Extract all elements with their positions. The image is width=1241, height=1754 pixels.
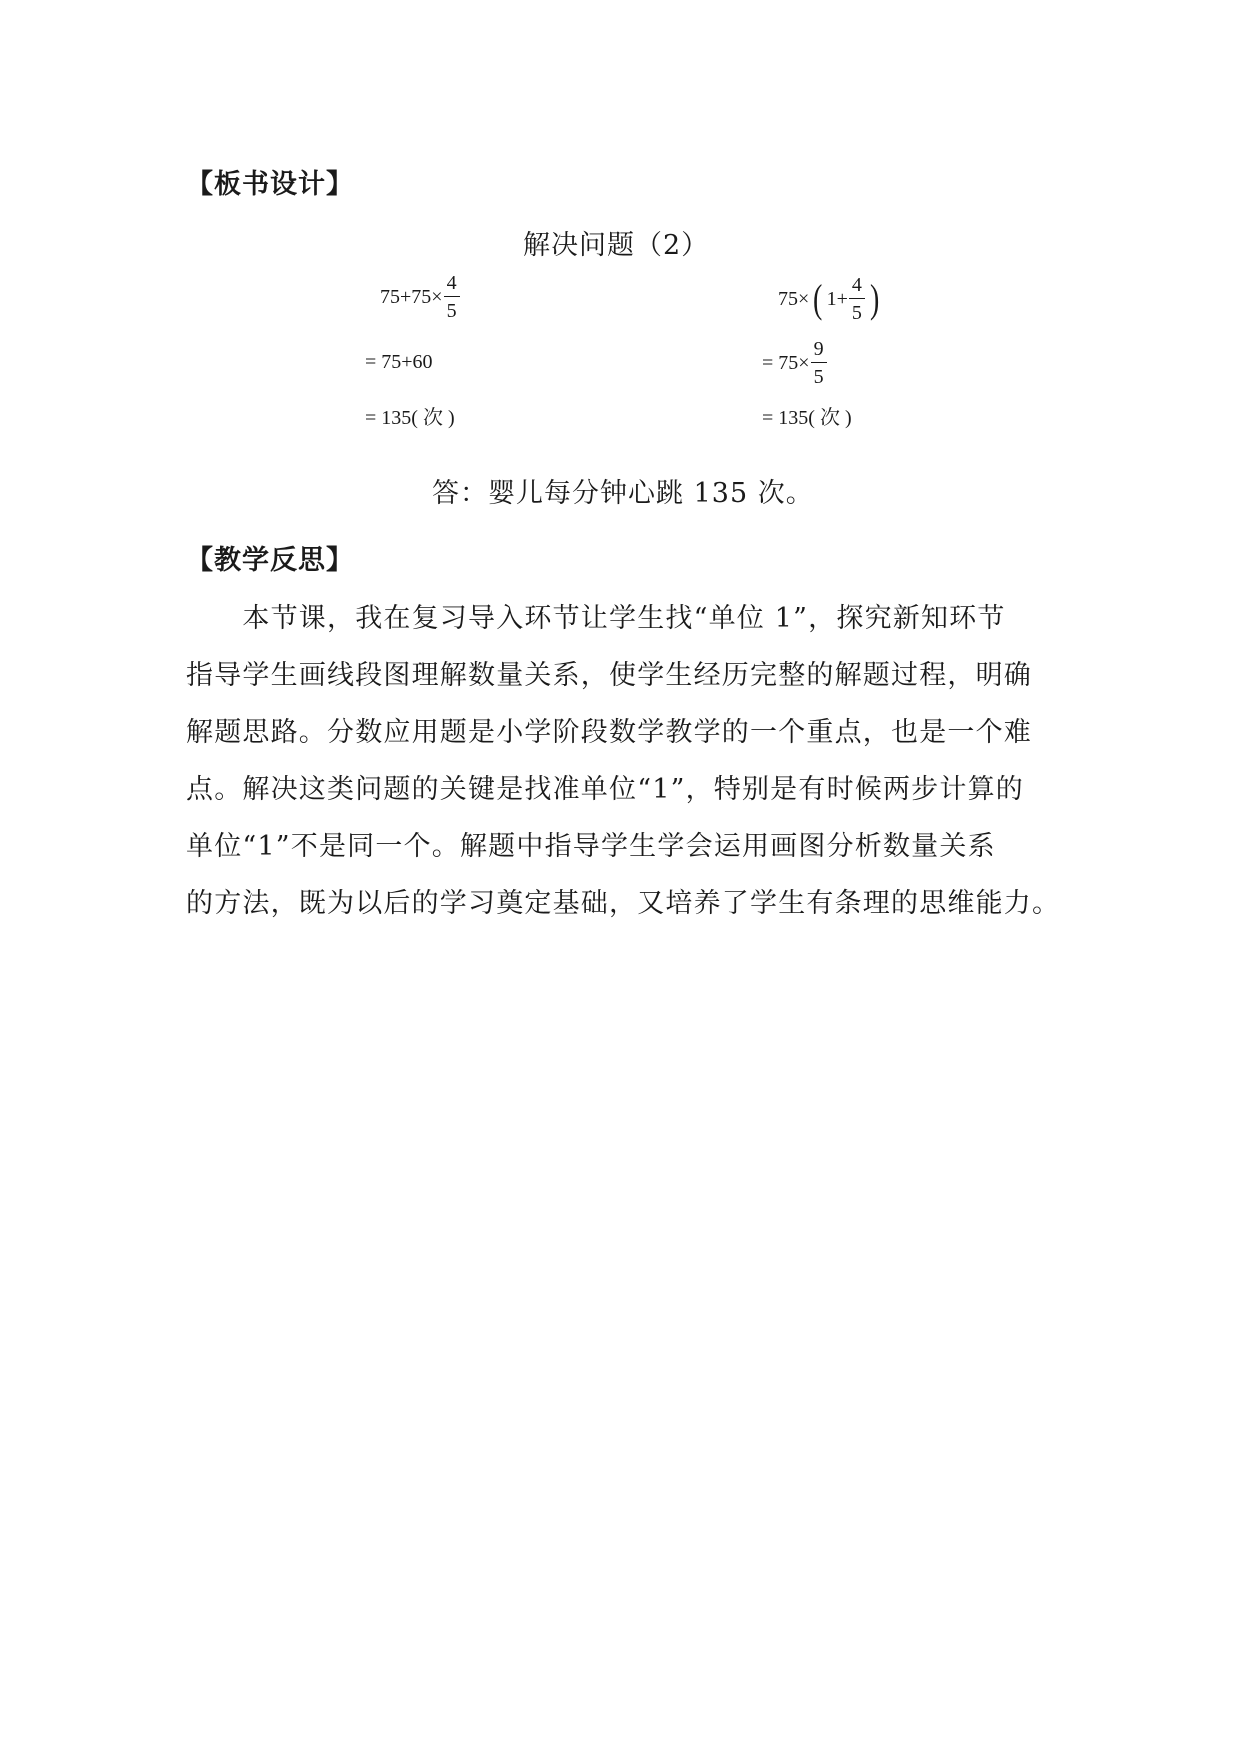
- reflection-line: 本节课，我在复习导入环节让学生找“单位 1”，探究新知环节: [186, 603, 1006, 634]
- right-step-1-prefix: 75×: [778, 287, 810, 310]
- left-step-2-text: = 75+60: [365, 351, 433, 373]
- right-step-2-prefix: = 75×: [762, 351, 810, 374]
- right-fraction: [849, 274, 865, 324]
- right-step-1-inner: 1+: [826, 287, 848, 310]
- right-step-2-numerator: 9: [813, 338, 824, 360]
- left-step-3-text: = 135( 次 ): [365, 407, 455, 429]
- reflection-line: 的方法，既为以后的学习奠定基础，又培养了学生有条理的思维能力。: [186, 888, 1061, 919]
- reflection-heading: 【教学反思】: [186, 545, 354, 576]
- right-step-2-fraction: [811, 338, 827, 388]
- reflection-line: 解题思路。分数应用题是小学阶段数学教学的一个重点，也是一个难: [186, 717, 1032, 748]
- right-step-2-denominator: 5: [813, 366, 824, 388]
- answer-line: 答：婴儿每分钟心跳 135 次。: [432, 478, 814, 509]
- right-step-3: [762, 401, 852, 430]
- reflection-line: 指导学生画线段图理解数量关系，使学生经历完整的解题过程，明确: [186, 660, 1032, 691]
- reflection-line: 点。解决这类问题的关键是找准单位“1”，特别是有时候两步计算的: [186, 774, 1024, 805]
- board-design-title: 解决问题（2）: [523, 230, 710, 261]
- left-step-2: [365, 351, 433, 374]
- left-step-3: [365, 401, 455, 430]
- reflection-paragraph: [186, 590, 1061, 932]
- left-step-1: [380, 272, 461, 322]
- right-step-3-text: = 135( 次 ): [762, 407, 852, 429]
- right-step-1: [778, 274, 883, 324]
- left-fraction-numerator: 4: [446, 272, 457, 294]
- left-fraction-denominator: 5: [446, 300, 457, 322]
- fraction-bar: [849, 298, 865, 299]
- left-fraction: [444, 272, 460, 322]
- fraction-bar: [444, 296, 460, 297]
- reflection-line: 单位“1”不是同一个。解题中指导学生学会运用画图分析数量关系: [186, 831, 996, 862]
- left-paren: (: [813, 276, 823, 321]
- right-paren: ): [869, 276, 880, 321]
- fraction-bar: [811, 362, 827, 363]
- board-design-heading: 【板书设计】: [186, 169, 354, 200]
- right-fraction-numerator: 4: [851, 274, 862, 296]
- right-step-2: [762, 338, 828, 388]
- left-step-1-prefix: 75+75×: [380, 285, 443, 308]
- right-fraction-denominator: 5: [851, 302, 862, 324]
